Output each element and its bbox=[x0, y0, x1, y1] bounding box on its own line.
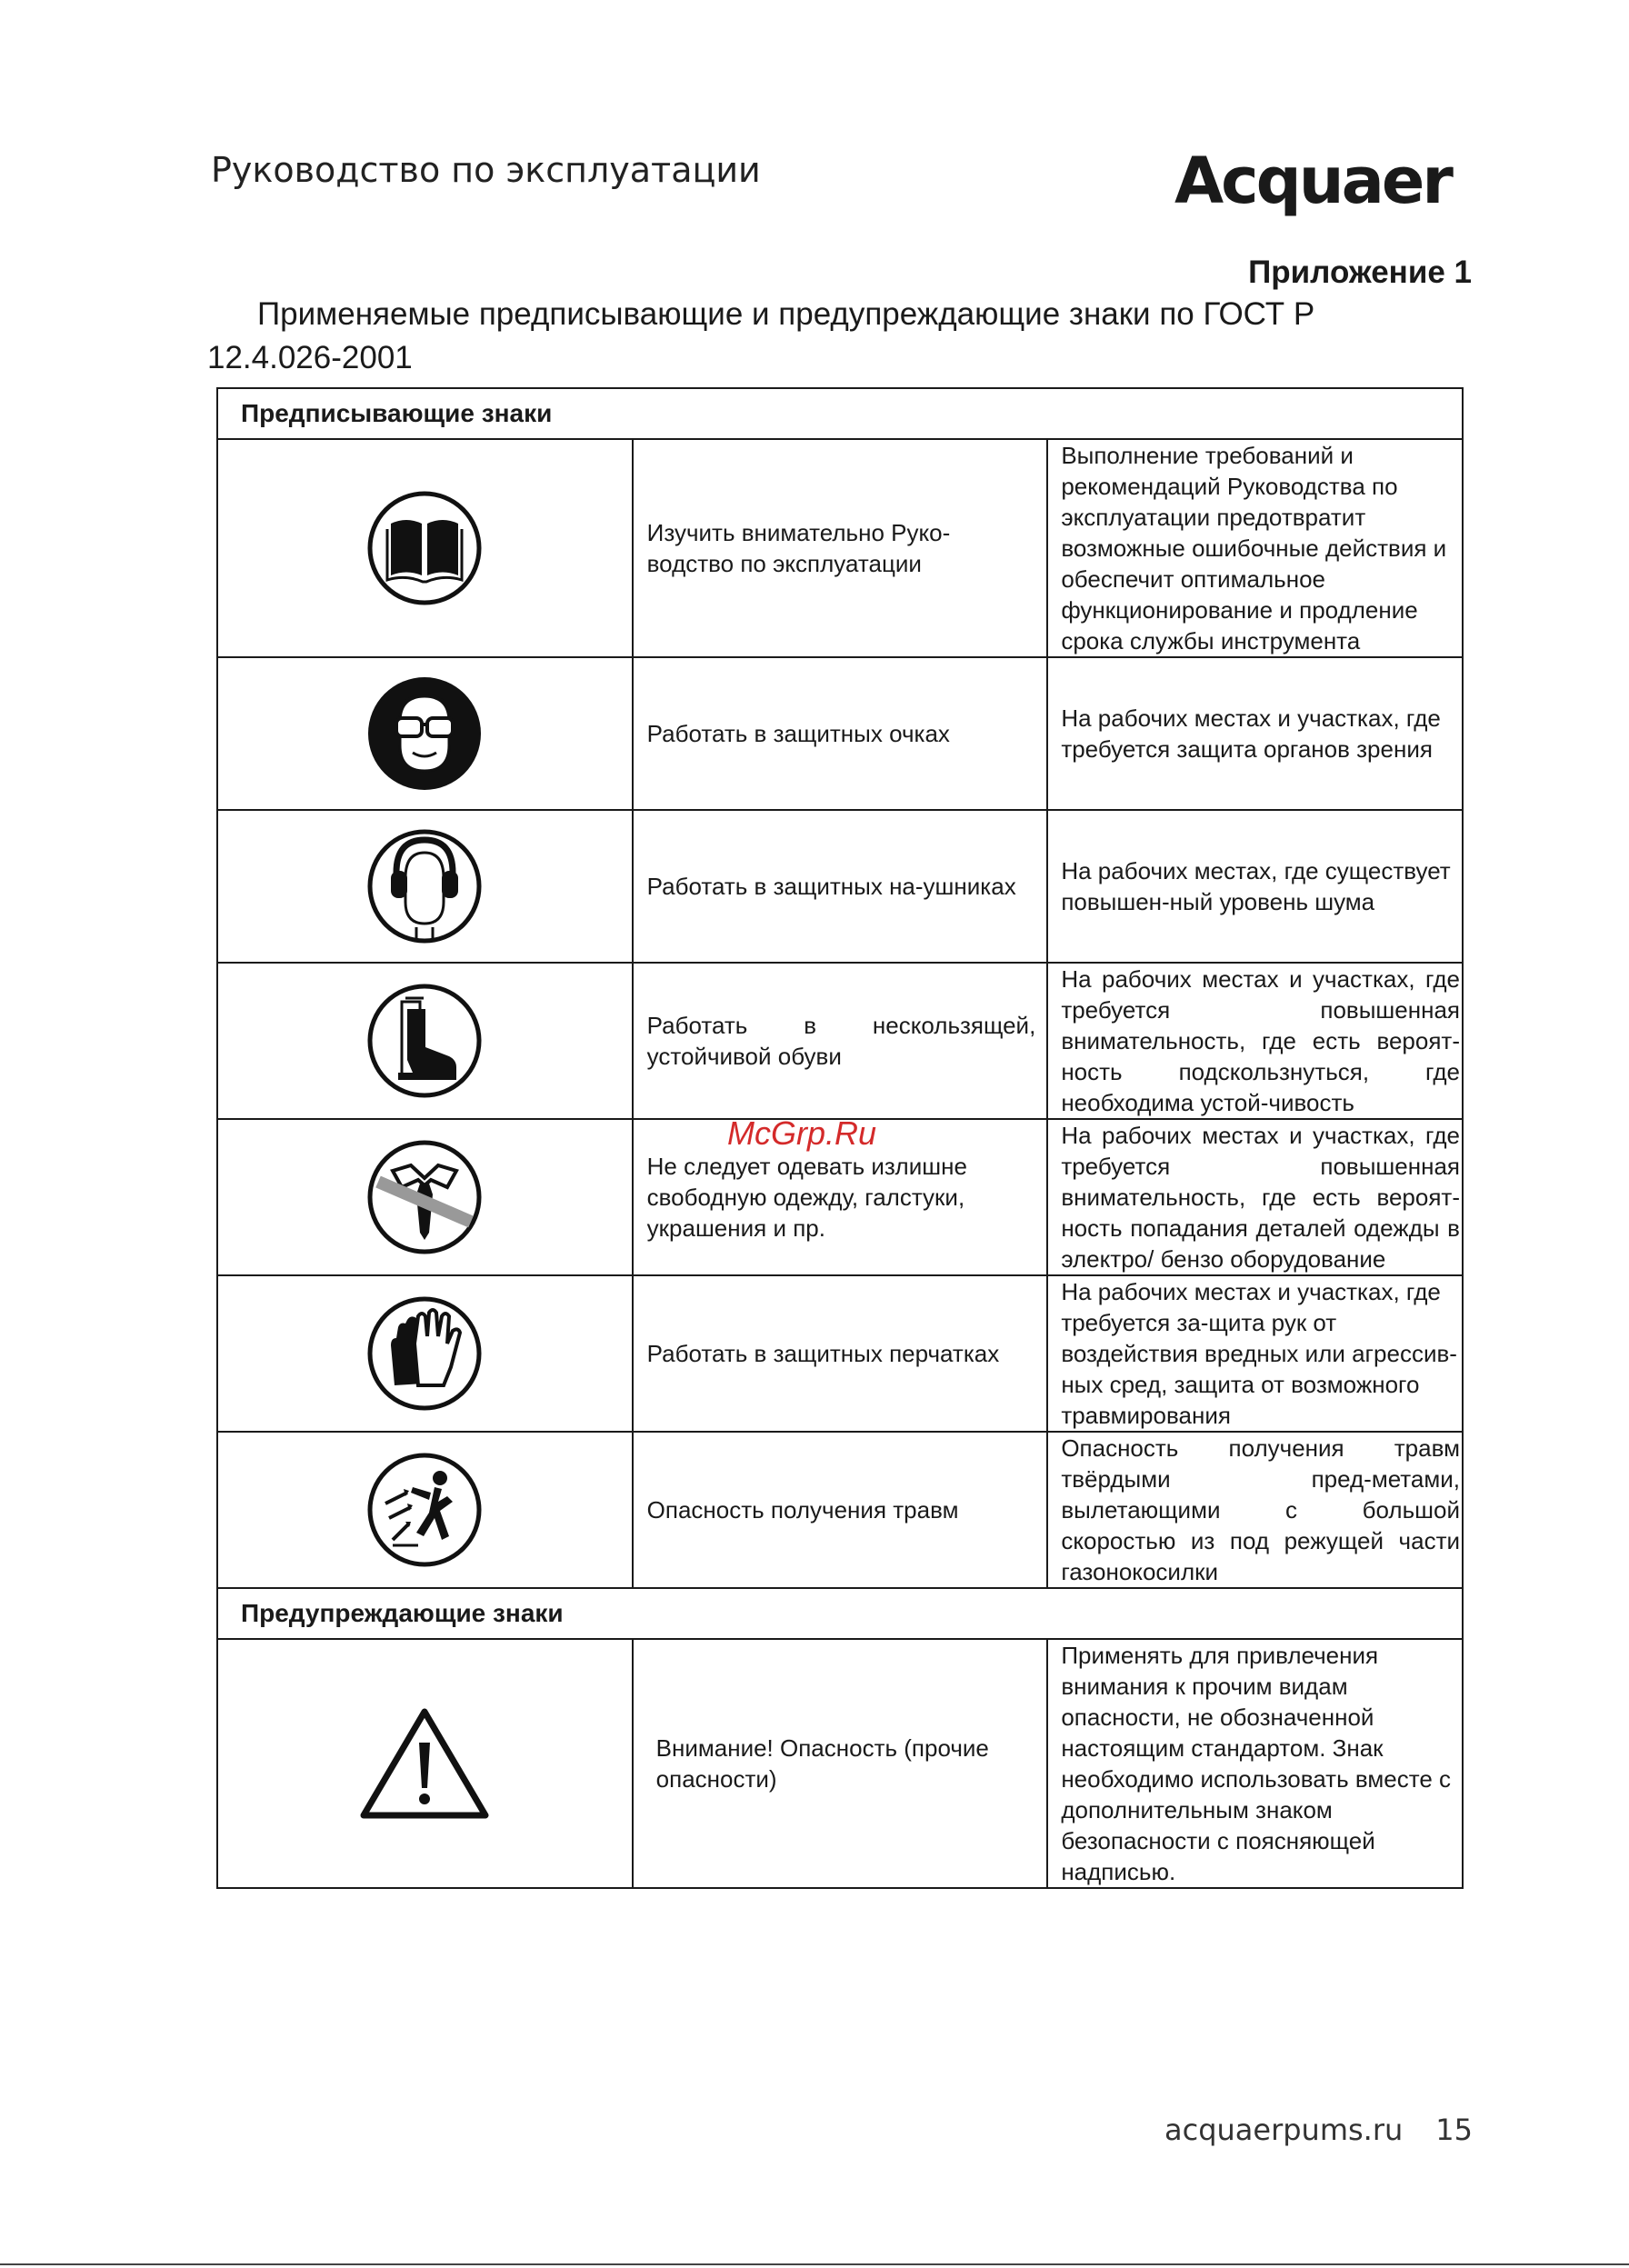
sign-name: Работать в защитных перчатках bbox=[633, 1275, 1048, 1432]
table-row bbox=[217, 439, 1463, 657]
appendix-label: Приложение 1 bbox=[1248, 255, 1472, 290]
watermark: McGrp.Ru bbox=[727, 1114, 877, 1152]
flying-debris-icon bbox=[365, 1451, 484, 1569]
icon-cell bbox=[217, 810, 633, 963]
sign-description: Опасность получения травм твёрдыми пред-метами, вылетающими с большой скоростью из под режущей части газонокосилки bbox=[1047, 1432, 1463, 1588]
sign-description: Применять для привлечения внимания к прочим видам опасности, не обозначенной настоящим стандартом. Знак необходимо использовать вместе с дополнительным знаком безопасности с поясняющей надписью. bbox=[1047, 1639, 1463, 1888]
icon-cell bbox=[217, 1119, 633, 1275]
table-row bbox=[217, 1432, 1463, 1588]
sign-name: Не следует одевать излишне свободную одежду, галстуки, украшения и пр. bbox=[633, 1119, 1048, 1275]
manual-title: Руководство по эксплуатации bbox=[211, 150, 761, 190]
no-loose-clothing-icon bbox=[365, 1138, 484, 1256]
intro-line-1: Применяемые предписывающие и предупреждающие знаки по ГОСТ Р bbox=[257, 296, 1315, 332]
sign-name: Работать в нескользящей, устойчивой обуви bbox=[633, 963, 1048, 1119]
icon-cell bbox=[217, 1639, 633, 1888]
safety-boots-icon bbox=[365, 982, 484, 1100]
safety-goggles-icon bbox=[365, 674, 484, 793]
read-manual-icon bbox=[365, 489, 484, 607]
sign-description: На рабочих местах и участках, где требуется повышенная внимательность, где есть вероят-ность подскользнуться, где необходима устой-чивость bbox=[1047, 963, 1463, 1119]
sign-description: На рабочих местах, где существует повышен-ный уровень шума bbox=[1047, 810, 1463, 963]
table-row bbox=[217, 963, 1463, 1119]
intro-text bbox=[207, 293, 1480, 380]
sign-name: Изучить внимательно Руко-водство по эксплуатации bbox=[633, 439, 1048, 657]
sign-description: На рабочих местах и участках, где требуется защита органов зрения bbox=[1047, 657, 1463, 810]
icon-cell bbox=[217, 1432, 633, 1588]
ear-protection-icon bbox=[365, 827, 484, 945]
icon-cell bbox=[217, 439, 633, 657]
section-row-warning bbox=[217, 1588, 1463, 1639]
warning-triangle-icon bbox=[356, 1704, 493, 1823]
icon-cell bbox=[217, 963, 633, 1119]
intro-line-2: 12.4.026-2001 bbox=[207, 340, 413, 375]
bottom-divider bbox=[0, 2263, 1629, 2265]
table-row bbox=[217, 657, 1463, 810]
section-row-mandatory bbox=[217, 388, 1463, 439]
sign-name: Опасность получения травм bbox=[633, 1432, 1048, 1588]
icon-cell bbox=[217, 1275, 633, 1432]
table-row bbox=[217, 1639, 1463, 1888]
sign-description: На рабочих местах и участках, где требуется за-щита рук от воздействия вредных или агрессив-ных сред, защита от возможного травмирования bbox=[1047, 1275, 1463, 1432]
page-footer bbox=[1164, 2113, 1473, 2147]
footer-website[interactable]: acquaerpums.ru bbox=[1164, 2113, 1404, 2147]
table-row bbox=[217, 810, 1463, 963]
sign-name: Работать в защитных на-ушниках bbox=[633, 810, 1048, 963]
sign-description: На рабочих местах и участках, где требуется повышенная внимательность, где есть вероят-ность попадания деталей одежды в электро/ бензо оборудование bbox=[1047, 1119, 1463, 1275]
table-row bbox=[217, 1275, 1463, 1432]
section-header-mandatory: Предписывающие знаки bbox=[217, 388, 1463, 439]
section-header-warning: Предупреждающие знаки bbox=[217, 1588, 1463, 1639]
page-number: 15 bbox=[1435, 2113, 1473, 2147]
sign-description: Выполнение требований и рекомендаций Руководства по эксплуатации предотвратит возможные ошибочные действия и обеспечит оптимальное функционирование и продление срока службы инструмента bbox=[1047, 439, 1463, 657]
sign-name: Работать в защитных очках bbox=[633, 657, 1048, 810]
protective-gloves-icon bbox=[365, 1294, 484, 1413]
icon-cell bbox=[217, 657, 633, 810]
sign-name: Внимание! Опасность (прочие опасности) bbox=[633, 1639, 1048, 1888]
brand-logo: Acquaer bbox=[1174, 144, 1451, 218]
